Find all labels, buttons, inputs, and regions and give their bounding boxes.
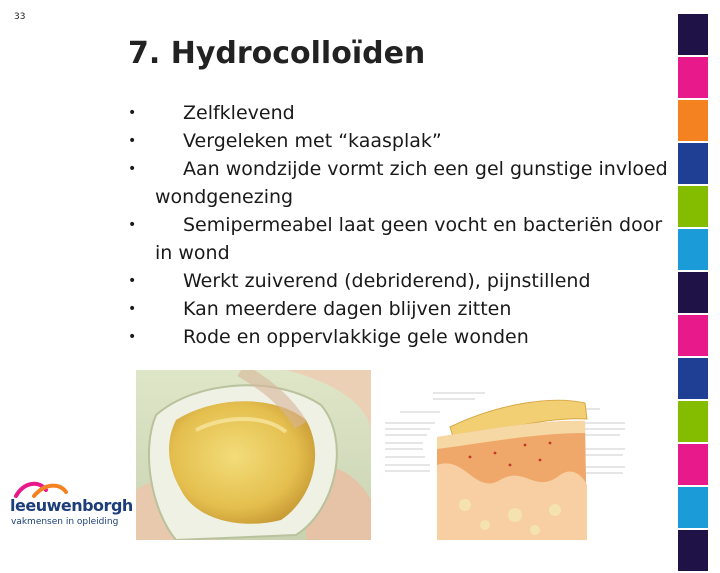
bullet-item bbox=[128, 99, 668, 127]
bullet-text: Semipermeabel laat geen vocht en bacteriën door in wond bbox=[155, 214, 663, 264]
color-stripe bbox=[678, 229, 708, 270]
color-stripe bbox=[678, 57, 708, 98]
leeuwenborgh-logo bbox=[10, 478, 133, 528]
bullet-item bbox=[128, 211, 668, 267]
bullet-text: Aan wondzijde vormt zich een gel gunstige invloed wondgenezing bbox=[155, 158, 668, 208]
color-stripe bbox=[678, 401, 708, 442]
color-stripe bbox=[678, 186, 708, 227]
logo-tagline: vakmensen in opleiding bbox=[11, 517, 119, 527]
bullet-item bbox=[128, 267, 668, 295]
bullet-item bbox=[128, 323, 668, 351]
color-stripe bbox=[678, 100, 708, 141]
bullet-text: Rode en oppervlakkige gele wonden bbox=[183, 326, 529, 348]
bullet-text: Vergeleken met “kaasplak” bbox=[183, 130, 442, 152]
bullet-list bbox=[128, 99, 668, 351]
bullet-item bbox=[128, 295, 668, 323]
color-stripe bbox=[678, 143, 708, 184]
bullet-dot: • bbox=[128, 217, 137, 233]
bullet-dot: • bbox=[128, 105, 137, 121]
bullet-text: Werkt zuiverend (debriderend), pijnstillend bbox=[183, 270, 591, 292]
color-stripe-bar bbox=[678, 14, 708, 573]
bullet-item bbox=[128, 127, 668, 155]
bullet-dot: • bbox=[128, 161, 137, 177]
bullet-dot: • bbox=[128, 133, 137, 149]
bullet-text: Zelfklevend bbox=[183, 102, 295, 124]
color-stripe bbox=[678, 358, 708, 399]
dressing-photo bbox=[136, 370, 371, 540]
slide-number: 33 bbox=[14, 12, 26, 22]
color-stripe bbox=[678, 272, 708, 313]
slide-title: 7. Hydrocolloïden bbox=[128, 36, 426, 71]
color-stripe bbox=[678, 530, 708, 571]
bullet-dot: • bbox=[128, 329, 137, 345]
color-stripe bbox=[678, 444, 708, 485]
bullet-item bbox=[128, 155, 668, 211]
bullet-text: Kan meerdere dagen blijven zitten bbox=[183, 298, 512, 320]
color-stripe bbox=[678, 14, 708, 55]
bullet-dot: • bbox=[128, 273, 137, 289]
logo-name: leeuwenborgh bbox=[10, 496, 133, 515]
color-stripe bbox=[678, 315, 708, 356]
bullet-dot: • bbox=[128, 301, 137, 317]
logo-swoosh-icon bbox=[14, 478, 74, 498]
color-stripe bbox=[678, 487, 708, 528]
wound-cross-section-diagram bbox=[375, 385, 655, 540]
